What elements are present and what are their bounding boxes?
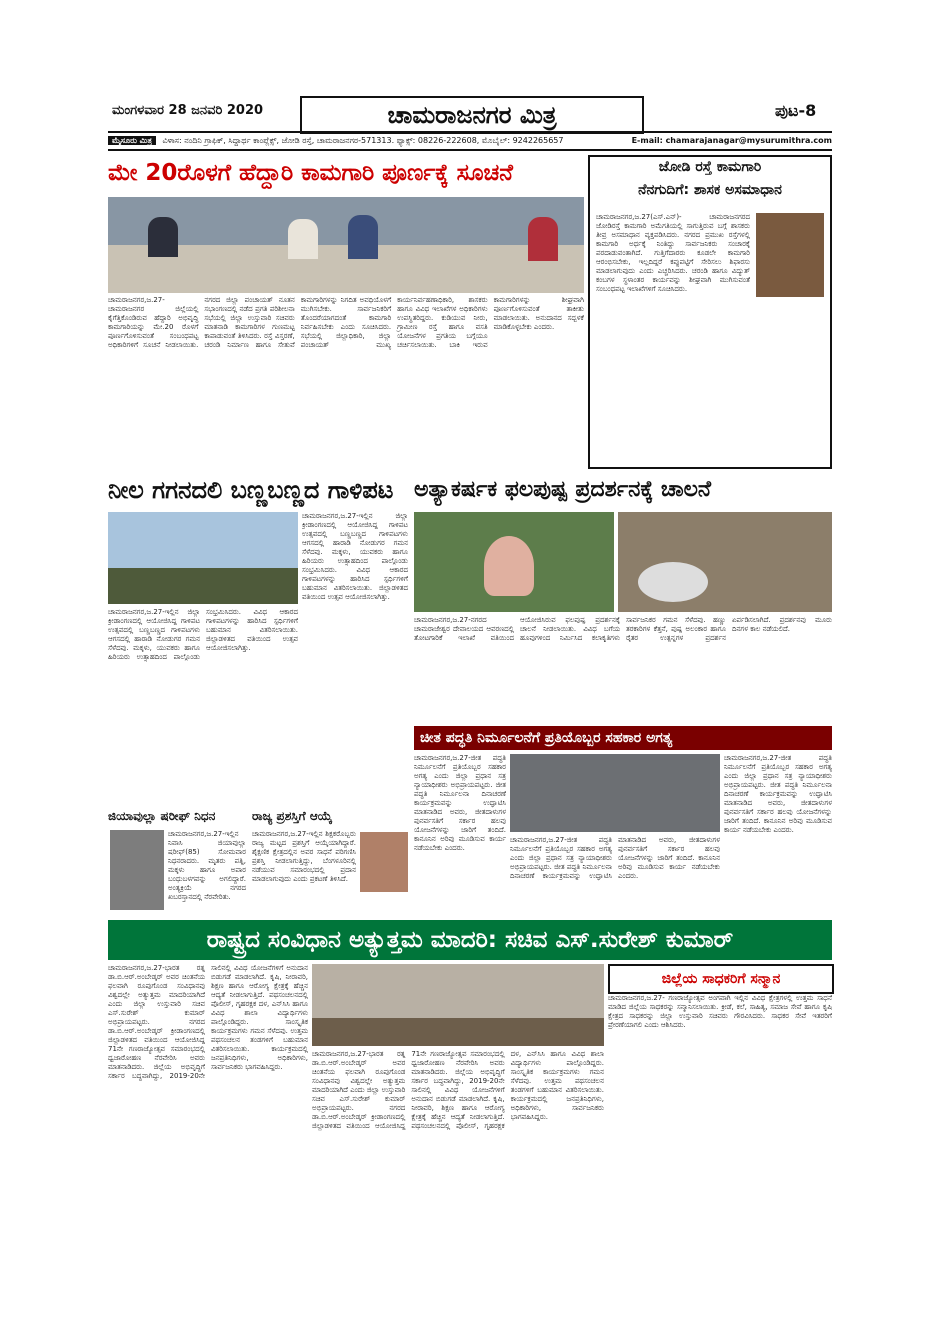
kite-photo	[108, 512, 298, 604]
email-line: E-mail: chamarajanagar@mysurumithra.com	[631, 136, 832, 145]
issue-date: ಮಂಗಳವಾರ 28 ಜನವರಿ 2020	[112, 103, 264, 118]
headline-a7: ರಾಜ್ಯ ಪ್ರಶಸ್ತಿಗೆ ಆಯ್ಕೆ	[252, 809, 333, 823]
headline-a3: ನೀಲ ಗಗನದಲಿ ಬಣ್ಣಬಣ್ಣದ ಗಾಳಿಪಟ	[108, 476, 394, 504]
parade-photo	[312, 964, 604, 1046]
awardee-photo	[360, 832, 408, 892]
article-a3-body-cont: ಚಾಮರಾಜನಗರ,ಜ.27-ಇಲ್ಲಿನ ಜಿಲ್ಲಾ ಕ್ರೀಡಾಂಗಣದಲ್ಲಿ ಆಯೋಜಿಸಿದ್ದ ಗಾಳಿಪಟ ಉತ್ಸವದಲ್ಲಿ ಬಣ್ಣಬಣ್ಣದ ಗಾಳಿಪಟಗಳು ಆಗಸದಲ್ಲಿ ಹಾರಾಡಿ ನೋಡುಗರ ಗಮನ ಸೆಳೆದವು. ಮಕ್ಕಳು, ಯುವಕರು ಹಾಗೂ ಹಿರಿಯರು ಉತ್ಸಾಹದಿಂದ ಪಾಲ್ಗೊಂಡು ಸಂಭ್ರಮಿಸಿದರು. ವಿವಿಧ ಆಕಾರದ ಗಾಳಿಪಟಗಳನ್ನು ಹಾರಿಸಿದ ಸ್ಪರ್ಧಿಗಳಿಗೆ ಬಹುಮಾನ ವಿತರಿಸಲಾಯಿತು. ಜಿಲ್ಲಾಡಳಿತದ ವತಿಯಿಂದ ಉತ್ಸವ ಆಯೋಜಿಸಲಾಗಿತ್ತು.	[108, 608, 298, 661]
headline-a4: ಅತ್ಯಾಕರ್ಷಕ ಫಲಪುಷ್ಪ ಪ್ರದರ್ಶನಕ್ಕೆ ಚಾಲನೆ	[414, 477, 712, 502]
article-a1-body: ಚಾಮರಾಜನಗರ,ಜ.27-ಚಾಮರಾಜನಗರ ಜಿಲ್ಲೆಯಲ್ಲಿ ಕೈಗೆತ್ತಿಕೊಂಡಿರುವ ಹೆದ್ದಾರಿ ಅಭಿವೃದ್ಧಿ ಕಾಮಗಾರಿಯನ್ನು ಮೇ.20 ರೊಳಗೆ ಪೂರ್ಣಗೊಳಿಸುವಂತೆ ಸಂಬಂಧಪಟ್ಟ ಅಧಿಕಾರಿಗಳಿಗೆ ಸೂಚನೆ ನೀಡಲಾಯಿತು. ನಗರದ ಜಿಲ್ಲಾ ಪಂಚಾಯತ್ ನೂತನ ಸಭಾಂಗಣದಲ್ಲಿ ನಡೆದ ಪ್ರಗತಿ ಪರಿಶೀಲನಾ ಸಭೆಯಲ್ಲಿ ಜಿಲ್ಲಾ ಉಸ್ತುವಾರಿ ಸಚಿವರು ಮಾತನಾಡಿ ಕಾಮಗಾರಿಗಳ ಗುಣಮಟ್ಟ ಕಾಪಾಡುವಂತೆ ತಿಳಿಸಿದರು. ರಸ್ತೆ ವಿಸ್ತರಣೆ, ಚರಂಡಿ ನಿರ್ಮಾಣ ಹಾಗೂ ಸೇತುವೆ ಕಾಮಗಾರಿಗಳನ್ನು ನಿಗದಿತ ಅವಧಿಯೊಳಗೆ ಮುಗಿಸಬೇಕು. ಸಾರ್ವಜನಿಕರಿಗೆ ತೊಂದರೆಯಾಗದಂತೆ ಕಾಮಗಾರಿ ನಿರ್ವಹಿಸಬೇಕು ಎಂದು ಸೂಚಿಸಿದರು. ಸಭೆಯಲ್ಲಿ ಜಿಲ್ಲಾಧಿಕಾರಿ, ಜಿಲ್ಲಾ ಪಂಚಾಯತ್ ಮುಖ್ಯ ಕಾರ್ಯನಿರ್ವಹಣಾಧಿಕಾರಿ, ಶಾಸಕರು ಹಾಗೂ ವಿವಿಧ ಇಲಾಖೆಗಳ ಅಧಿಕಾರಿಗಳು ಉಪಸ್ಥಿತರಿದ್ದರು. ಕುಡಿಯುವ ನೀರು, ಗ್ರಾಮೀಣ ರಸ್ತೆ ಹಾಗೂ ವಸತಿ ಯೋಜನೆಗಳ ಪ್ರಗತಿಯ ಬಗ್ಗೆಯೂ ಚರ್ಚಿಸಲಾಯಿತು. ಬಾಕಿ ಇರುವ ಕಾಮಗಾರಿಗಳನ್ನು ಶೀಘ್ರವಾಗಿ ಪೂರ್ಣಗೊಳಿಸುವಂತೆ ತಾಕೀತು ಮಾಡಲಾಯಿತು. ಅನುದಾನದ ಸದ್ಬಳಕೆ ಮಾಡಿಕೊಳ್ಳಬೇಕು ಎಂದರು.	[108, 296, 584, 349]
article-a9-body: ಚಾಮರಾಜನಗರ,ಜ.27- ಗಣರಾಜ್ಯೋತ್ಸವ ಅಂಗವಾಗಿ ಇಲ್ಲಿನ ವಿವಿಧ ಕ್ಷೇತ್ರಗಳಲ್ಲಿ ಉತ್ತಮ ಸಾಧನೆ ಮಾಡಿದ ಜಿಲ್ಲೆಯ ಸಾಧಕರನ್ನು ಸನ್ಮಾನಿಸಲಾಯಿತು. ಕ್ರೀಡೆ, ಕಲೆ, ಸಾಹಿತ್ಯ, ಸಮಾಜ ಸೇವೆ ಹಾಗೂ ಕೃಷಿ ಕ್ಷೇತ್ರದ ಸಾಧಕರನ್ನು ಜಿಲ್ಲಾ ಉಸ್ತುವಾರಿ ಸಚಿವರು ಗೌರವಿಸಿದರು. ಸಾಧಕರ ಸೇವೆ ಇತರರಿಗೆ ಪ್ರೇರಣೆಯಾಗಲಿ ಎಂದು ಆಶಿಸಿದರು.	[608, 994, 832, 1029]
headline-a2-line1: ಜೋಡಿ ರಸ್ತೆ ಕಾಮಗಾರಿ	[658, 159, 762, 175]
article-a2-body: ಚಾಮರಾಜನಗರ,ಜ.27(ಎಸ್.ಎನ್)- ಚಾಮರಾಜನಗರದ ಜೋಡಿರಸ್ತೆ ಕಾಮಗಾರಿ ಅಮೆಗತಿಯಲ್ಲಿ ಸಾಗುತ್ತಿರುವ ಬಗ್ಗೆ ಶಾಸಕರು ತೀವ್ರ ಅಸಮಾಧಾನ ವ್ಯಕ್ತಪಡಿಸಿದರು. ನಗರದ ಪ್ರಮುಖ ರಸ್ತೆಗಳಲ್ಲಿ ಕಾಮಗಾರಿ ಅರ್ಧಕ್ಕೆ ನಿಂತಿದ್ದು ಸಾರ್ವಜನಿಕರು ಸಂಚಾರಕ್ಕೆ ಪರದಾಡುವಂತಾಗಿದೆ. ಗುತ್ತಿಗೆದಾರರು ಕೂಡಲೇ ಕಾಮಗಾರಿ ಆರಂಭಿಸಬೇಕು, ಇಲ್ಲದಿದ್ದರೆ ಕಪ್ಪುಪಟ್ಟಿಗೆ ಸೇರಿಸಲು ಶಿಫಾರಸು ಮಾಡಲಾಗುವುದು ಎಂದು ಎಚ್ಚರಿಸಿದರು. ಚರಂಡಿ ಹಾಗೂ ವಿದ್ಯುತ್ ಕಂಬಗಳ ಸ್ಥಳಾಂತರ ಕಾರ್ಯವನ್ನು ಶೀಘ್ರವಾಗಿ ಮುಗಿಸುವಂತೆ ಸಂಬಂಧಪಟ್ಟ ಇಲಾಖೆಗಳಿಗೆ ಸೂಚಿಸಿದರು.	[596, 213, 750, 293]
article-a5-body: ಚಾಮರಾಜನಗರ,ಜ.27-ಜೀತ ಪದ್ಧತಿ ನಿರ್ಮೂಲನೆಗೆ ಪ್ರತಿಯೊಬ್ಬರ ಸಹಕಾರ ಅಗತ್ಯ ಎಂದು ಜಿಲ್ಲಾ ಪ್ರಧಾನ ಸತ್ರ ನ್ಯಾಯಾಧೀಶರು ಅಭಿಪ್ರಾಯಪಟ್ಟರು. ಜೀತ ಪದ್ಧತಿ ನಿರ್ಮೂಲನಾ ದಿನಾಚರಣೆ ಕಾರ್ಯಕ್ರಮವನ್ನು ಉದ್ಘಾಟಿಸಿ ಮಾತನಾಡಿದ ಅವರು, ಜೀತದಾಳುಗಳ ಪುನರ್ವಸತಿಗೆ ಸರ್ಕಾರ ಹಲವು ಯೋಜನೆಗಳನ್ನು ಜಾರಿಗೆ ತಂದಿದೆ. ಕಾನೂನಿನ ಅರಿವು ಮೂಡಿಸುವ ಕಾರ್ಯ ನಡೆಯಬೇಕು ಎಂದರು.	[414, 754, 506, 852]
headline-a6: ಜಿಯಾವುಲ್ಲಾ ಷರೀಫ್ ನಿಧನ	[108, 809, 216, 823]
page-number: ಪುಟ-8	[775, 101, 817, 120]
info-bar	[108, 133, 832, 148]
article-a5-body-cont: ಚಾಮರಾಜನಗರ,ಜ.27-ಜೀತ ಪದ್ಧತಿ ನಿರ್ಮೂಲನೆಗೆ ಪ್ರತಿಯೊಬ್ಬರ ಸಹಕಾರ ಅಗತ್ಯ ಎಂದು ಜಿಲ್ಲಾ ಪ್ರಧಾನ ಸತ್ರ ನ್ಯಾಯಾಧೀಶರು ಅಭಿಪ್ರಾಯಪಟ್ಟರು. ಜೀತ ಪದ್ಧತಿ ನಿರ್ಮೂಲನಾ ದಿನಾಚರಣೆ ಕಾರ್ಯಕ್ರಮವನ್ನು ಉದ್ಘಾಟಿಸಿ ಮಾತನಾಡಿದ ಅವರು, ಜೀತದಾಳುಗಳ ಪುನರ್ವಸತಿಗೆ ಸರ್ಕಾರ ಹಲವು ಯೋಜನೆಗಳನ್ನು ಜಾರಿಗೆ ತಂದಿದೆ. ಕಾನೂನಿನ ಅರಿವು ಮೂಡಿಸುವ ಕಾರ್ಯ ನಡೆಯಬೇಕು ಎಂದರು.	[724, 754, 832, 834]
headline-a9: ಜಿಲ್ಲೆಯ ಸಾಧಕರಿಗೆ ಸನ್ಮಾನ	[661, 971, 781, 987]
ceremony-photo	[510, 754, 720, 832]
article-a2-box	[588, 155, 832, 469]
article-a8-body-cont: ಚಾಮರಾಜನಗರ,ಜ.27-ಭಾರತ ರತ್ನ ಡಾ.ಬಿ.ಆರ್.ಅಂಬೇಡ್ಕರ್ ಅವರ ಚಿಂತನೆಯ ಫಲವಾಗಿ ರೂಪುಗೊಂಡ ಸಂವಿಧಾನವು ವಿಶ್ವದಲ್ಲೇ ಅತ್ಯುತ್ತಮ ಮಾದರಿಯಾಗಿದೆ ಎಂದು ಜಿಲ್ಲಾ ಉಸ್ತುವಾರಿ ಸಚಿವ ಎಸ್.ಸುರೇಶ್ ಕುಮಾರ್ ಅಭಿಪ್ರಾಯಪಟ್ಟರು. ನಗರದ ಡಾ.ಬಿ.ಆರ್.ಅಂಬೇಡ್ಕರ್ ಕ್ರೀಡಾಂಗಣದಲ್ಲಿ ಜಿಲ್ಲಾಡಳಿತದ ವತಿಯಿಂದ ಆಯೋಜಿಸಿದ್ದ 71ನೇ ಗಣರಾಜ್ಯೋತ್ಸವ ಸಮಾರಂಭದಲ್ಲಿ ಧ್ವಜಾರೋಹಣ ನೆರವೇರಿಸಿ ಅವರು ಮಾತನಾಡಿದರು. ಜಿಲ್ಲೆಯ ಅಭಿವೃದ್ಧಿಗೆ ಸರ್ಕಾರ ಬದ್ಧವಾಗಿದ್ದು, 2019-20ನೇ ಸಾಲಿನಲ್ಲಿ ವಿವಿಧ ಯೋಜನೆಗಳಿಗೆ ಅನುದಾನ ಬಿಡುಗಡೆ ಮಾಡಲಾಗಿದೆ. ಕೃಷಿ, ನೀರಾವರಿ, ಶಿಕ್ಷಣ ಹಾಗೂ ಆರೋಗ್ಯ ಕ್ಷೇತ್ರಕ್ಕೆ ಹೆಚ್ಚಿನ ಆದ್ಯತೆ ನೀಡಲಾಗುತ್ತಿದೆ. ಪಥಸಂಚಲನದಲ್ಲಿ ಪೊಲೀಸ್, ಗೃಹರಕ್ಷಕ ದಳ, ಎನ್‌ಸಿಸಿ ಹಾಗೂ ವಿವಿಧ ಶಾಲಾ ವಿದ್ಯಾರ್ಥಿಗಳು ಪಾಲ್ಗೊಂಡಿದ್ದರು. ಸಾಂಸ್ಕೃತಿಕ ಕಾರ್ಯಕ್ರಮಗಳು ಗಮನ ಸೆಳೆದವು. ಉತ್ತಮ ಪಥಸಂಚಲನ ತಂಡಗಳಿಗೆ ಬಹುಮಾನ ವಿತರಿಸಲಾಯಿತು. ಕಾರ್ಯಕ್ರಮದಲ್ಲಿ ಜನಪ್ರತಿನಿಧಿಗಳು, ಅಧಿಕಾರಿಗಳು, ಸಾರ್ವಜನಿಕರು ಭಾಗವಹಿಸಿದ್ದರು.	[312, 1050, 604, 1130]
article-a3-body: ಚಾಮರಾಜನಗರ,ಜ.27-ಇಲ್ಲಿನ ಜಿಲ್ಲಾ ಕ್ರೀಡಾಂಗಣದಲ್ಲಿ ಆಯೋಜಿಸಿದ್ದ ಗಾಳಿಪಟ ಉತ್ಸವದಲ್ಲಿ ಬಣ್ಣಬಣ್ಣದ ಗಾಳಿಪಟಗಳು ಆಗಸದಲ್ಲಿ ಹಾರಾಡಿ ನೋಡುಗರ ಗಮನ ಸೆಳೆದವು. ಮಕ್ಕಳು, ಯುವಕರು ಹಾಗೂ ಹಿರಿಯರು ಉತ್ಸಾಹದಿಂದ ಪಾಲ್ಗೊಂಡು ಸಂಭ್ರಮಿಸಿದರು. ವಿವಿಧ ಆಕಾರದ ಗಾಳಿಪಟಗಳನ್ನು ಹಾರಿಸಿದ ಸ್ಪರ್ಧಿಗಳಿಗೆ ಬಹುಮಾನ ವಿತರಿಸಲಾಯಿತು. ಜಿಲ್ಲಾಡಳಿತದ ವತಿಯಿಂದ ಉತ್ಸವ ಆಯೋಜಿಸಲಾಗಿತ್ತು.	[302, 512, 408, 601]
divider	[108, 149, 832, 151]
brand-label: ಮೈಸೂರು ಮಿತ್ರ	[108, 136, 156, 145]
article-a8-body: ಚಾಮರಾಜನಗರ,ಜ.27-ಭಾರತ ರತ್ನ ಡಾ.ಬಿ.ಆರ್.ಅಂಬೇಡ್ಕರ್ ಅವರ ಚಿಂತನೆಯ ಫಲವಾಗಿ ರೂಪುಗೊಂಡ ಸಂವಿಧಾನವು ವಿಶ್ವದಲ್ಲೇ ಅತ್ಯುತ್ತಮ ಮಾದರಿಯಾಗಿದೆ ಎಂದು ಜಿಲ್ಲಾ ಉಸ್ತುವಾರಿ ಸಚಿವ ಎಸ್.ಸುರೇಶ್ ಕುಮಾರ್ ಅಭಿಪ್ರಾಯಪಟ್ಟರು. ನಗರದ ಡಾ.ಬಿ.ಆರ್.ಅಂಬೇಡ್ಕರ್ ಕ್ರೀಡಾಂಗಣದಲ್ಲಿ ಜಿಲ್ಲಾಡಳಿತದ ವತಿಯಿಂದ ಆಯೋಜಿಸಿದ್ದ 71ನೇ ಗಣರಾಜ್ಯೋತ್ಸವ ಸಮಾರಂಭದಲ್ಲಿ ಧ್ವಜಾರೋಹಣ ನೆರವೇರಿಸಿ ಅವರು ಮಾತನಾಡಿದರು. ಜಿಲ್ಲೆಯ ಅಭಿವೃದ್ಧಿಗೆ ಸರ್ಕಾರ ಬದ್ಧವಾಗಿದ್ದು, 2019-20ನೇ ಸಾಲಿನಲ್ಲಿ ವಿವಿಧ ಯೋಜನೆಗಳಿಗೆ ಅನುದಾನ ಬಿಡುಗಡೆ ಮಾಡಲಾಗಿದೆ. ಕೃಷಿ, ನೀರಾವರಿ, ಶಿಕ್ಷಣ ಹಾಗೂ ಆರೋಗ್ಯ ಕ್ಷೇತ್ರಕ್ಕೆ ಹೆಚ್ಚಿನ ಆದ್ಯತೆ ನೀಡಲಾಗುತ್ತಿದೆ. ಪಥಸಂಚಲನದಲ್ಲಿ ಪೊಲೀಸ್, ಗೃಹರಕ್ಷಕ ದಳ, ಎನ್‌ಸಿಸಿ ಹಾಗೂ ವಿವಿಧ ಶಾಲಾ ವಿದ್ಯಾರ್ಥಿಗಳು ಪಾಲ್ಗೊಂಡಿದ್ದರು. ಸಾಂಸ್ಕೃತಿಕ ಕಾರ್ಯಕ್ರಮಗಳು ಗಮನ ಸೆಳೆದವು. ಉತ್ತಮ ಪಥಸಂಚಲನ ತಂಡಗಳಿಗೆ ಬಹುಮಾನ ವಿತರಿಸಲಾಯಿತು. ಕಾರ್ಯಕ್ರಮದಲ್ಲಿ ಜನಪ್ರತಿನಿಧಿಗಳು, ಅಧಿಕಾರಿಗಳು, ಸಾರ್ವಜನಿಕರು ಭಾಗವಹಿಸಿದ್ದರು.	[108, 964, 308, 1080]
headline-a5: ಚೀತ ಪದ್ಧತಿ ನಿರ್ಮೂಲನೆಗೆ ಪ್ರತಿಯೊಬ್ಬರ ಸಹಕಾರ ಅಗತ್ಯ	[414, 726, 832, 750]
article-a5-body-cont2: ಚಾಮರಾಜನಗರ,ಜ.27-ಜೀತ ಪದ್ಧತಿ ನಿರ್ಮೂಲನೆಗೆ ಪ್ರತಿಯೊಬ್ಬರ ಸಹಕಾರ ಅಗತ್ಯ ಎಂದು ಜಿಲ್ಲಾ ಪ್ರಧಾನ ಸತ್ರ ನ್ಯಾಯಾಧೀಶರು ಅಭಿಪ್ರಾಯಪಟ್ಟರು. ಜೀತ ಪದ್ಧತಿ ನಿರ್ಮೂಲನಾ ದಿನಾಚರಣೆ ಕಾರ್ಯಕ್ರಮವನ್ನು ಉದ್ಘಾಟಿಸಿ ಮಾತನಾಡಿದ ಅವರು, ಜೀತದಾಳುಗಳ ಪುನರ್ವಸತಿಗೆ ಸರ್ಕಾರ ಹಲವು ಯೋಜನೆಗಳನ್ನು ಜಾರಿಗೆ ತಂದಿದೆ. ಕಾನೂನಿನ ಅರಿವು ಮೂಡಿಸುವ ಕಾರ್ಯ ನಡೆಯಬೇಕು ಎಂದರು.	[510, 836, 720, 880]
article-a4-body: ಚಾಮರಾಜನಗರ,ಜ.27-ನಗರದ ಚಾಮರಾಜೇಶ್ವರ ದೇವಾಲಯದ ಆವರಣದಲ್ಲಿ ತೋಟಗಾರಿಕೆ ಇಲಾಖೆ ವತಿಯಿಂದ ಆಯೋಜಿಸಿರುವ ಫಲಪುಷ್ಪ ಪ್ರದರ್ಶನಕ್ಕೆ ಚಾಲನೆ ನೀಡಲಾಯಿತು. ವಿವಿಧ ಬಗೆಯ ಹೂವುಗಳಿಂದ ನಿರ್ಮಿಸಿದ ಕಲಾಕೃತಿಗಳು ಸಾರ್ವಜನಿಕರ ಗಮನ ಸೆಳೆದವು. ಹಣ್ಣು ತರಕಾರಿಗಳ ಕೆತ್ತನೆ, ಪುಷ್ಪ ಅಲಂಕಾರ ಹಾಗೂ ರೈತರ ಉತ್ಪನ್ನಗಳ ಪ್ರದರ್ಶನ ಏರ್ಪಡಿಸಲಾಗಿದೆ. ಪ್ರದರ್ಶನವು ಮೂರು ದಿನಗಳ ಕಾಲ ನಡೆಯಲಿದೆ.	[414, 616, 832, 642]
article-a9-header	[608, 964, 834, 994]
masthead: ಚಾಮರಾಜನಗರ ಮಿತ್ರ	[300, 96, 644, 134]
headline-a8: ರಾಷ್ಟ್ರದ ಸಂವಿಧಾನ ಅತ್ಯುತ್ತಮ ಮಾದರಿ: ಸಚಿವ ಎಸ್.ಸುರೇಶ್ ಕುಮಾರ್	[108, 920, 832, 960]
article-a6-body: ಚಾಮರಾಜನಗರ,ಜ.27-ಇಲ್ಲಿನ ನಿವಾಸಿ ಜಿಯಾವುಲ್ಲಾ ಷರೀಫ್(85) ಸೋಮವಾರ ನಿಧನರಾದರು. ಮೃತರು ಪತ್ನಿ, ಮಕ್ಕಳು ಹಾಗೂ ಅಪಾರ ಬಂಧುಬಳಗವನ್ನು ಅಗಲಿದ್ದಾರೆ. ಅಂತ್ಯಕ್ರಿಯೆ ನಗರದ ಖಬರಸ್ತಾನದಲ್ಲಿ ನೆರವೇರಿತು.	[168, 830, 246, 901]
headline-a2-line2: ನೆನಗುದಿಗೆ: ಶಾಸಕ ಅಸಮಾಧಾನ	[638, 182, 782, 198]
article-a7-body: ಚಾಮರಾಜನಗರ,ಜ.27-ಇಲ್ಲಿನ ಶಿಕ್ಷಕರೊಬ್ಬರು ರಾಜ್ಯ ಮಟ್ಟದ ಪ್ರಶಸ್ತಿಗೆ ಆಯ್ಕೆಯಾಗಿದ್ದಾರೆ. ಶೈಕ್ಷಣಿಕ ಕ್ಷೇತ್ರದಲ್ಲಿನ ಅವರ ಸಾಧನೆ ಪರಿಗಣಿಸಿ ಪ್ರಶಸ್ತಿ ನೀಡಲಾಗುತ್ತಿದ್ದು, ಬೆಂಗಳೂರಿನಲ್ಲಿ ನಡೆಯುವ ಸಮಾರಂಭದಲ್ಲಿ ಪ್ರದಾನ ಮಾಡಲಾಗುವುದು ಎಂದು ಪ್ರಕಟಣೆ ತಿಳಿಸಿದೆ.	[252, 830, 356, 883]
headline-a1: ಮೇ 20ರೊಳಗೆ ಹೆದ್ದಾರಿ ಕಾಮಗಾರಿ ಪೂರ್ಣಕ್ಕೆ ಸೂಚನೆ	[108, 155, 584, 191]
address-line: ವಿಳಾಸ: ನಂದಿನಿ ಗ್ರಾಫಿಕ್, ಸಿದ್ದಾರ್ಥ ಕಾಂಪ್ಲೆಕ್ಸ್, ಜೋಡಿ ರಸ್ತೆ, ಚಾಮರಾಜನಗರ-571313. ಫ್ಯಾಕ್ಸ್: 08226-222608, ಮೊಬೈಲ್: 9242265657	[162, 136, 564, 145]
legislator-photo	[756, 213, 824, 297]
flower-show-photo-1	[414, 512, 614, 612]
obituary-photo	[110, 830, 164, 910]
meeting-photo	[108, 197, 584, 293]
flower-show-photo-2	[618, 512, 832, 612]
